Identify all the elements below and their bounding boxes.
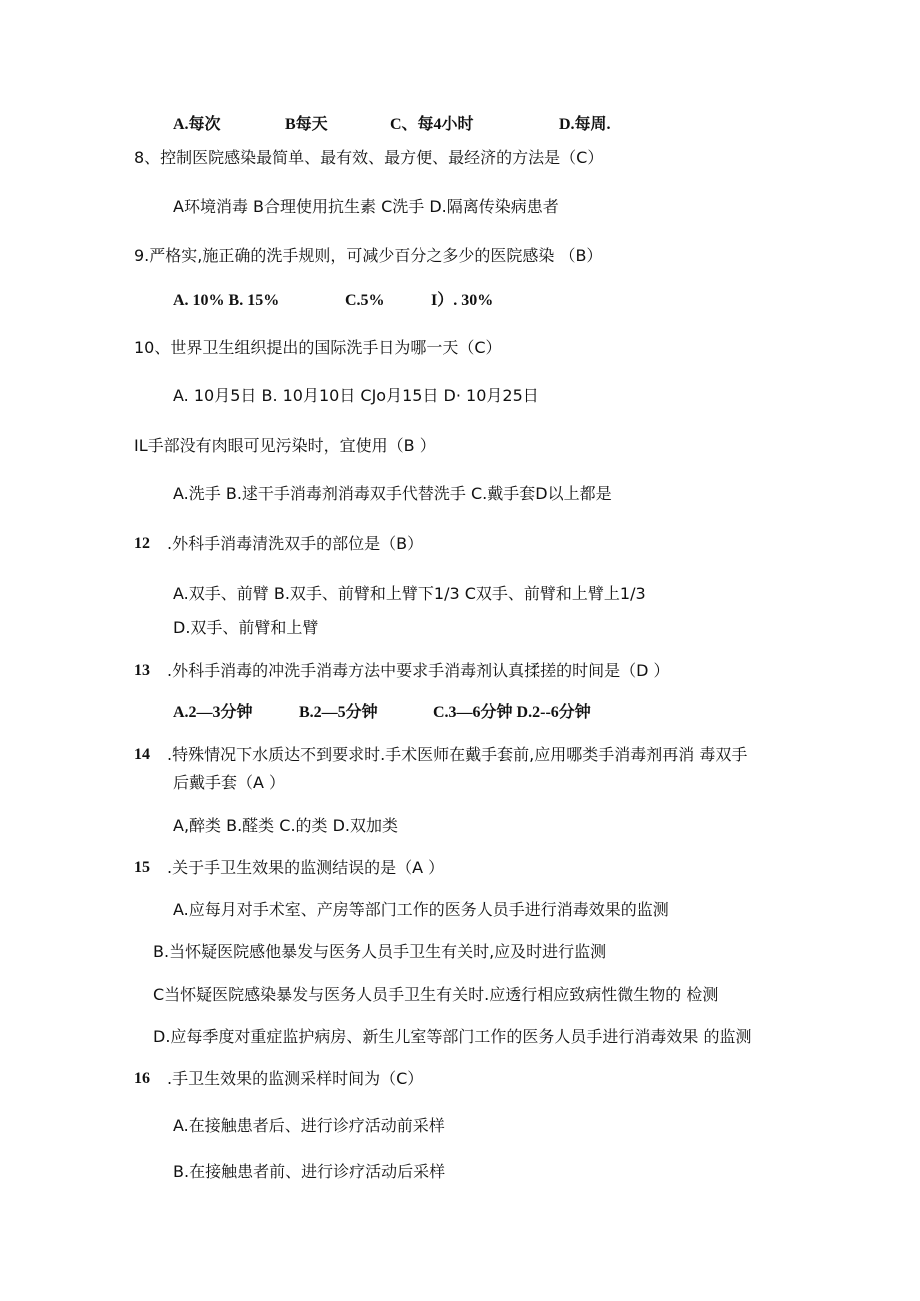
- q10-options: A. 10月5日 B. 10月10日 CJo月15日 D· 10月25日: [173, 386, 539, 405]
- q13-option-b: B.2—5分钟: [299, 704, 378, 721]
- q7-option-c: C、每4小时: [390, 116, 474, 133]
- q14-options: A,醉类 B.醛类 C.的类 D.双加类: [173, 816, 399, 835]
- q15-number: 15: [134, 859, 150, 876]
- q10-stem: 10、世界卫生组织提出的国际洗手日为哪一天（C）: [134, 338, 502, 357]
- q14-stem-line2: 后戴手套（A ）: [173, 773, 286, 792]
- q11-stem: IL手部没有肉眼可见污染时，宜使用（B ）: [134, 436, 436, 455]
- q12-options-line1: A.双手、前臂 B.双手、前臂和上臂下1/3 C双手、前臂和上臂上1/3: [173, 584, 646, 603]
- q15-stem: .关于手卫生效果的监测结误的是（A ）: [167, 858, 445, 877]
- q8-stem: 8、控制医院感染最简单、最有效、最方便、最经济的方法是（C）: [134, 148, 604, 167]
- q9-option-c: C.5%: [345, 292, 385, 309]
- q11-options: A.洗手 B.逑干手消毒剂消毒双手代替洗手 C.戴手套D以上都是: [173, 484, 612, 503]
- q16-option-b: B.在接触患者前、进行诊疗活动后采样: [173, 1162, 446, 1181]
- q12-stem: .外科手消毒清洗双手的部位是（B）: [167, 534, 424, 553]
- q13-option-a: A.2—3分钟: [173, 704, 253, 721]
- q9-option-ab: A. 10% B. 15%: [173, 292, 280, 309]
- q7-option-a: A.每次: [173, 116, 221, 133]
- q12-number: 12: [134, 535, 150, 552]
- q9-option-d: I）. 30%: [431, 292, 494, 309]
- q7-option-d: D.每周.: [559, 116, 611, 133]
- q15-option-a: A.应每月对手术室、产房等部门工作的医务人员手进行消毒效果的监测: [173, 900, 669, 919]
- q8-options: A环境消毒 B合理使用抗生素 C洗手 D.隔离传染病患者: [173, 197, 559, 216]
- q16-number: 16: [134, 1070, 150, 1087]
- q15-option-c: C当怀疑医院感染暴发与医务人员手卫生有关时.应透行相应致病性微生物的 检测: [153, 985, 719, 1004]
- q14-stem-line1: .特殊情况下水质达不到要求时.手术医师在戴手套前,应用哪类手消毒剂再消 毒双手: [167, 745, 748, 764]
- q16-stem: .手卫生效果的监测采样时间为（C）: [167, 1069, 424, 1088]
- q12-options-line2: D.双手、前臂和上臂: [173, 618, 319, 637]
- q15-option-d: D.应每季度对重症监护病房、新生儿室等部门工作的医务人员手进行消毒效果 的监测: [153, 1027, 752, 1046]
- q13-stem: .外科手消毒的冲洗手消毒方法中要求手消毒剂认真揉搓的时间是（D ）: [167, 661, 670, 680]
- q14-number: 14: [134, 746, 150, 763]
- q13-number: 13: [134, 662, 150, 679]
- q15-option-b: B.当怀疑医院感他暴发与医务人员手卫生有关时,应及时进行监测: [153, 942, 607, 961]
- q13-option-cd: C.3—6分钟 D.2--6分钟: [433, 704, 591, 721]
- q7-option-b: B每天: [285, 116, 328, 133]
- q16-option-a: A.在接触患者后、进行诊疗活动前采样: [173, 1116, 445, 1135]
- q9-stem: 9.严格实,施正确的洗手规则，可减少百分之多少的医院感染 （B）: [134, 246, 603, 265]
